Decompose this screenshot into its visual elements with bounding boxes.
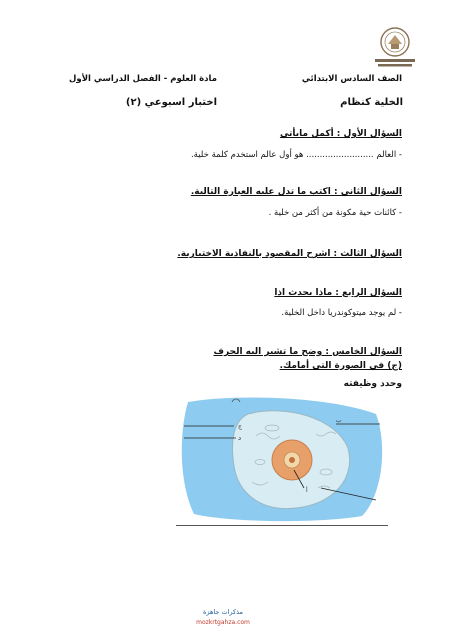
question-2-title: السؤال الثاني : اكتب ما تدل عليه العبارة التالية.: [190, 187, 402, 197]
label-alef: أ: [306, 487, 308, 494]
question-5-title-line3: وحدد وظيفته: [343, 379, 402, 389]
site-footer-logo: [185, 605, 261, 629]
subject-label: مادة العلوم - الفصل الدراسي الأول: [69, 74, 217, 84]
animal-cell-diagram: [176, 396, 386, 522]
ministry-seal-logo: [371, 25, 419, 71]
question-4-line: - لم يوجد ميتوكوندريا داخل الخلية.: [281, 308, 402, 318]
question-5-title: السؤال الخامس : وضح ما تشير اليه الحرف: [213, 347, 402, 357]
label-jeem: ج: [238, 423, 242, 430]
question-1-title: السؤال الأول : أكمل مايأتي: [279, 129, 402, 139]
question-1-line: - العالم ......................... هو أول عالم استخدم كلمة خلية.: [190, 150, 402, 160]
question-2-line: - كائنات حية مكونة من أكثر من خلية .: [268, 208, 402, 218]
grade-label: الصف السادس الابتدائي: [301, 74, 402, 84]
unit-title: الخلية كنظام: [340, 97, 403, 108]
quiz-title: اختبار اسبوعي (٢): [125, 97, 217, 108]
label-baa: ب: [336, 417, 342, 424]
question-5-title-line2: (ج) في الصورة التى أمامك.: [279, 361, 402, 371]
question-4-title: السؤال الرابع : ماذا يحدث اذا: [274, 288, 402, 298]
label-daal: د: [238, 434, 242, 442]
svg-text:mozkrtgahza.com: mozkrtgahza.com: [196, 619, 250, 626]
question-3-title: السؤال الثالث : اشرح المقصود بالنفاذية الاختيارية.: [177, 249, 402, 259]
diagram-divider: [176, 525, 388, 526]
svg-text:مذكرات جاهزة: مذكرات جاهزة: [203, 608, 243, 616]
